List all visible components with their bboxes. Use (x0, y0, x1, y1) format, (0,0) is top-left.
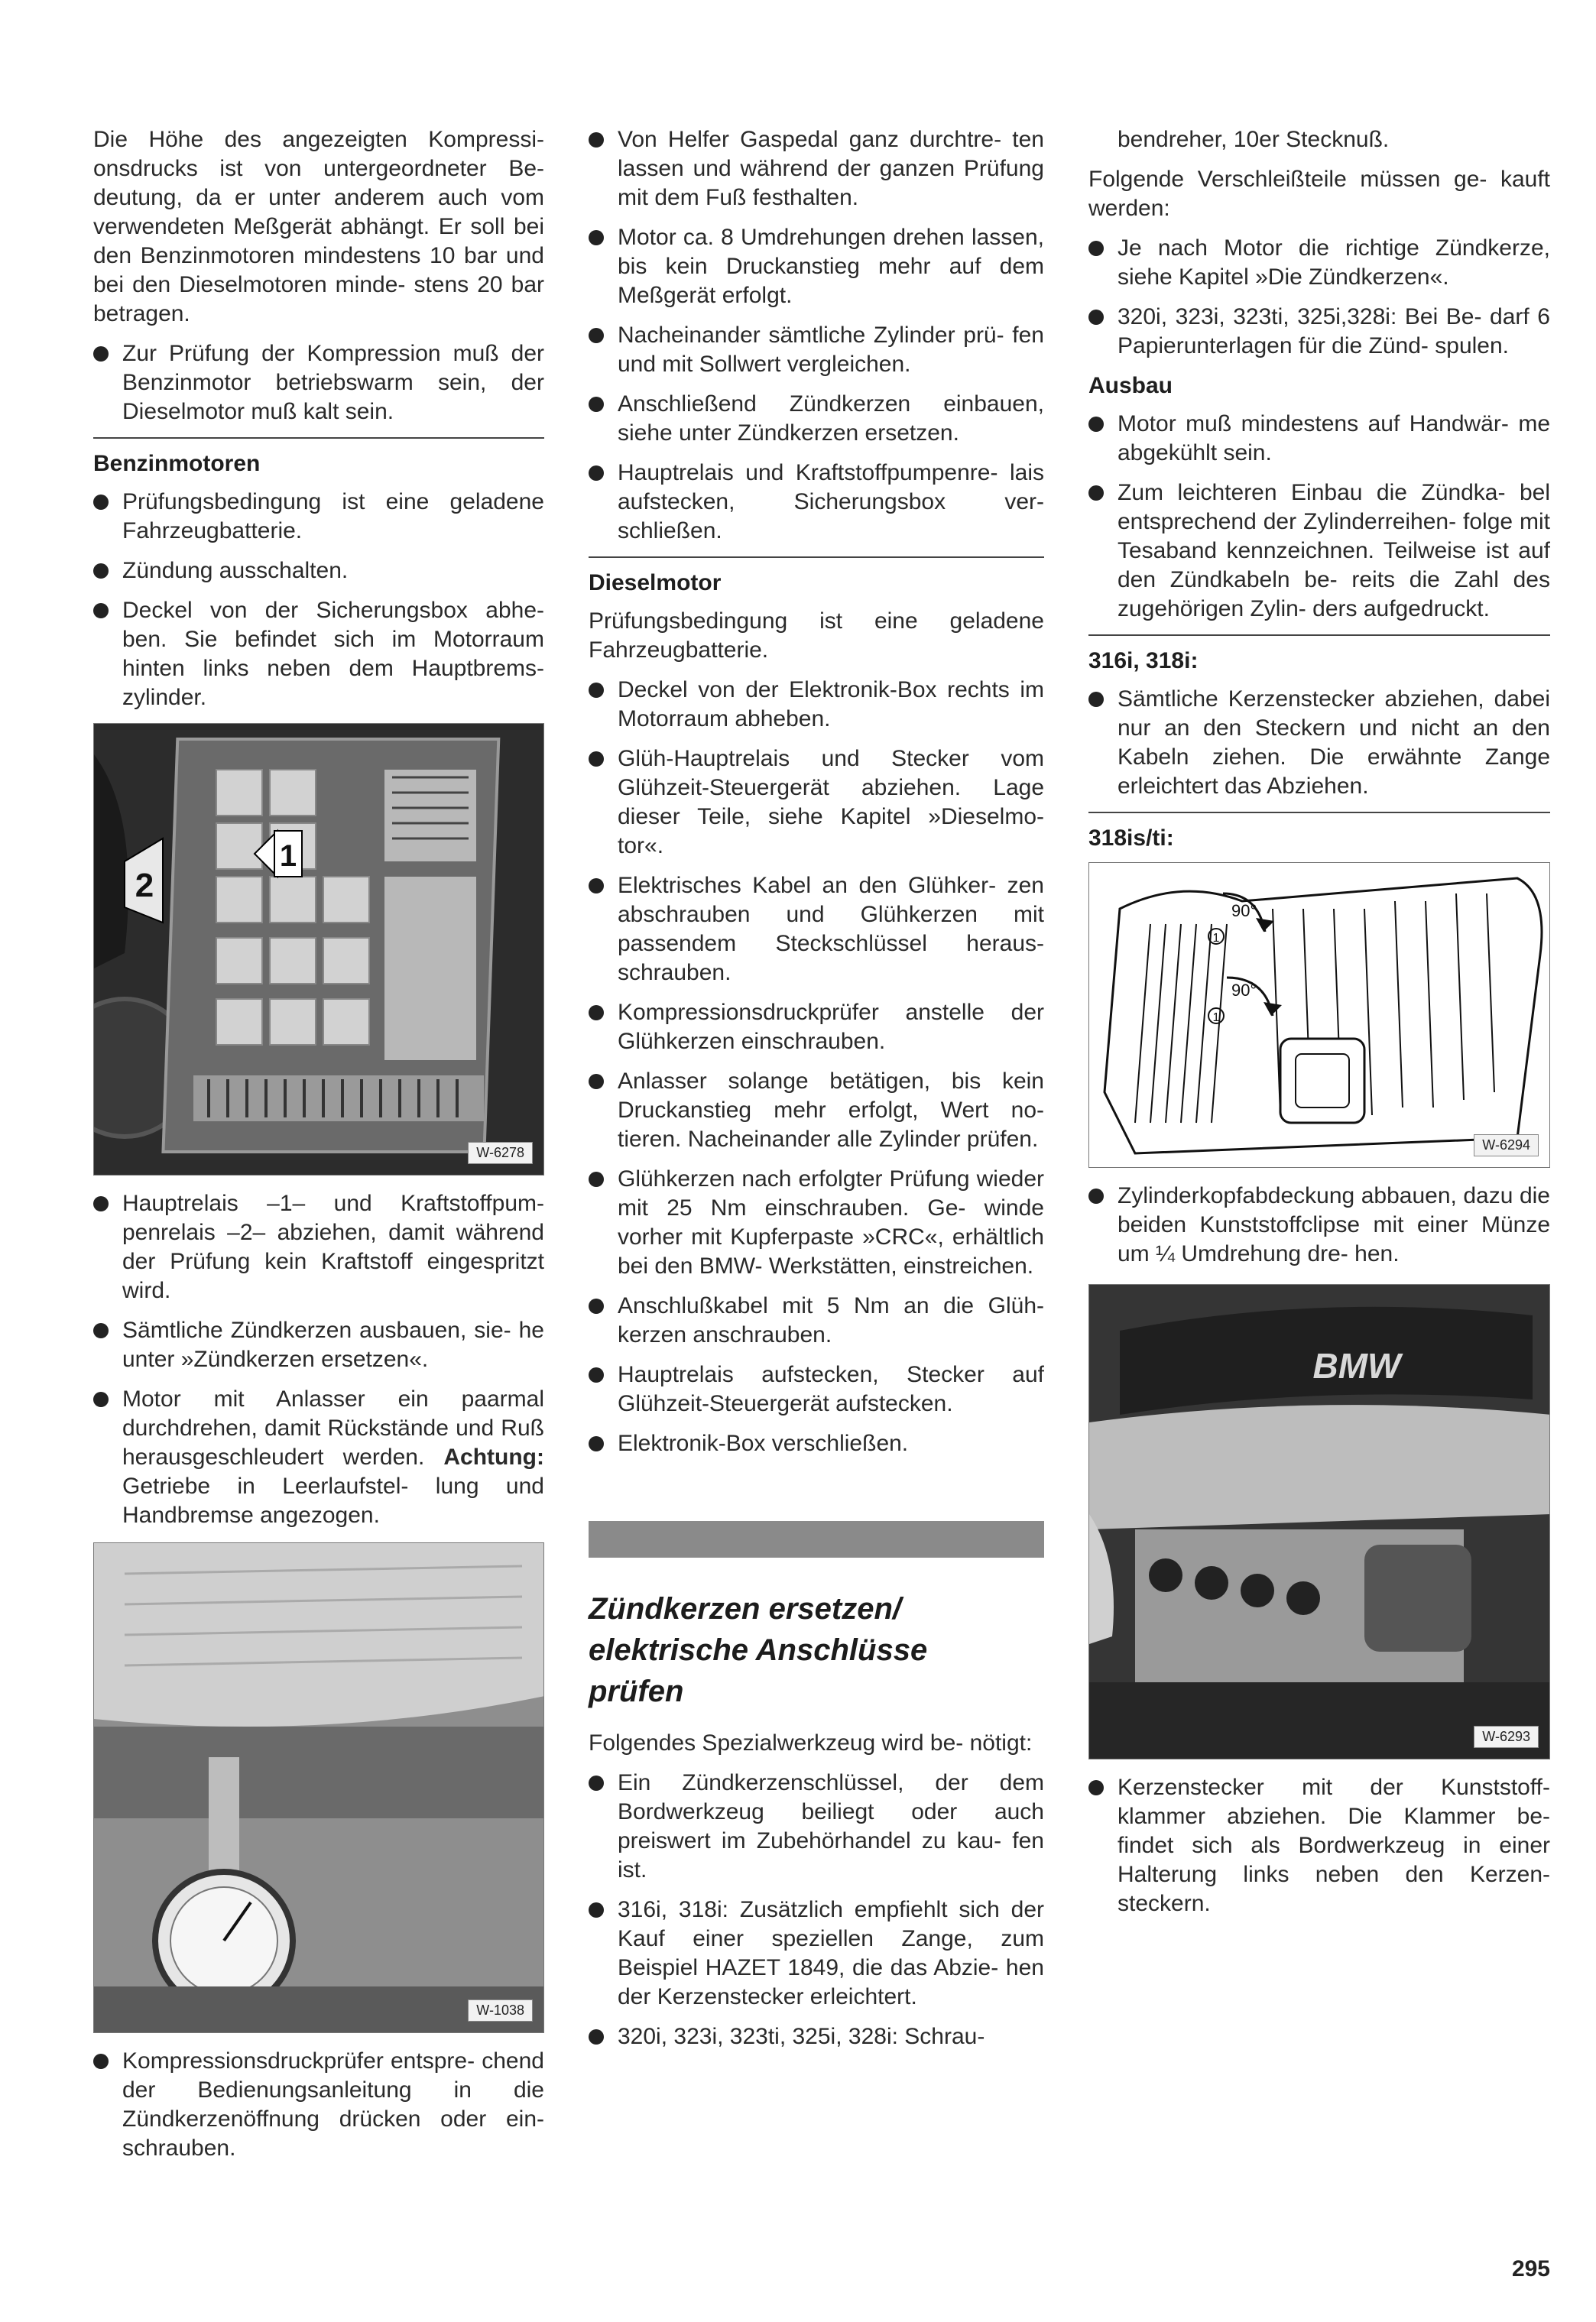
figure-label: W-6293 (1474, 1726, 1539, 1748)
section-bar (589, 1521, 1044, 1558)
bullet-close-box: Elektronik-Box verschließen. (589, 1429, 1044, 1458)
bullet-check-cylinders: Nacheinander sämtliche Zylinder prü- fen und mit Sollwert vergleichen. (589, 321, 1044, 379)
bullet-reinstall-plugs: Anschließend Zündkerzen einbauen, siehe unter Zündkerzen ersetzen. (589, 390, 1044, 448)
section-title (589, 1588, 1044, 1712)
bullet-electronic-box: Deckel von der Elektronik-Box rechts im Motorraum abheben. (589, 676, 1044, 734)
rotation-angle-top: 90° (1231, 901, 1257, 920)
crank-text: Motor mit Anlasser ein paarmal durchdrehen, damit Rückstände und Ruß herausgeschleudert werden. (122, 1386, 544, 1470)
bullet-accelerator: Von Helfer Gaspedal ganz durchtre- ten lassen und während der ganzen Prüfung mit dem Fuß festhalten. (589, 125, 1044, 212)
figure-label: W-6294 (1474, 1134, 1539, 1156)
bullet-remove-relays: Hauptrelais –1– und Kraftstoffpum- penrelais –2– abziehen, damit während der Prüfung kein Kraftstoff eingespritzt wird. (93, 1189, 544, 1305)
bullet-insert-gauge: Kompressionsdruckprüfer entspre- chend der Bedienungsanleitung in die Zündkerzenöffnung drücken oder ein- schrauben. (93, 2047, 544, 2163)
heading-dieselmotor: Dieselmotor (589, 570, 722, 595)
divider (589, 556, 1044, 558)
rotation-angle-bottom: 90° (1231, 981, 1257, 1000)
figure-label: W-6278 (468, 1142, 533, 1164)
page-number: 295 (1511, 2256, 1550, 2281)
continued-text: bendreher, 10er Stecknuß. (1118, 127, 1390, 152)
cylinder-head-illustration (1089, 863, 1550, 1168)
bullet-paper-pads: 320i, 323i, 323ti, 325i,328i: Bei Be- darf 6 Papierunterlagen für die Zünd- spulen. (1088, 303, 1550, 361)
column-right (1088, 125, 1550, 1929)
bullet-correct-plug: Je nach Motor die richtige Zündkerze, siehe Kapitel »Die Zündkerzen«. (1088, 234, 1550, 292)
bullet-hazet-pliers: 316i, 318i: Zusätzlich empfiehlt sich der Kauf einer speziellen Zange, zum Beispiel HAZET 1849, die das Abzie- hen der Kerzenstecker erleichtert. (589, 1896, 1044, 2012)
tool-intro: Folgendes Spezialwerkzeug wird be- nötigt: (589, 1730, 1033, 1756)
bullet-glow-plugs-in: Glühkerzen nach erfolgter Prüfung wieder mit 25 Nm einschrauben. Ge- winde vorher mit Kupferpaste »CRC«, erhältlich bei den BMW- Werkstätten, einstreichen. (589, 1165, 1044, 1281)
section-title-line-1: Zündkerzen ersetzen/ (589, 1592, 902, 1626)
heading-318is-ti: 318is/ti: (1088, 825, 1174, 851)
clip-number-bottom: 1 (1212, 1011, 1220, 1024)
bullet-remove-cover: Zylinderkopfabdeckung abbauen, dazu die beiden Kunststoffclipse mit einer Münze um ¼ Umdrehung dre- hen. (1088, 1182, 1550, 1269)
bullet-gauge-diesel: Kompressionsdruckprüfer anstelle der Glühkerzen einschrauben. (589, 998, 1044, 1056)
bullet-ignition-off: Zündung ausschalten. (93, 556, 544, 585)
engine-illustration (1089, 1285, 1550, 1759)
section-title-line-2: elektrische Anschlüsse (589, 1633, 928, 1667)
bullet-spark-plug-wrench: Ein Zündkerzenschlüssel, der dem Bordwerkzeug beiliegt oder auch preiswert im Zubehörhandel zu kau- fen ist. (589, 1769, 1044, 1885)
fusebox-marker-2: 2 (135, 867, 154, 904)
warning-text: Getriebe in Leerlaufstel- lung und Handbremse angezogen. (122, 1474, 544, 1528)
bullet-revolutions: Motor ca. 8 Umdrehungen drehen lassen, bis kein Druckanstieg mehr auf dem Meßgerät erfolgt. (589, 223, 1044, 310)
cylinder-head-drawing (1088, 862, 1550, 1168)
diesel-intro: Prüfungsbedingung ist eine geladene Fahrzeugbatterie. (589, 608, 1044, 663)
intro-paragraph: Die Höhe des angezeigten Kompressi- onsdrucks ist von untergeordneter Be- deutung, da er unter anderem auch vom verwendeten Meßgerät abhängt. Er soll bei den Benzinmotoren mindestens 10 bar und bei den Dieselmotoren minde- stens 20 bar betragen. (93, 127, 544, 326)
engine-brand: BMW (1312, 1346, 1401, 1386)
divider (1088, 634, 1550, 636)
clip-number-top: 1 (1212, 932, 1220, 945)
fusebox-illustration (94, 724, 544, 1176)
bullet-pull-plug-clip: Kerzenstecker mit der Kunststoff- klammer abziehen. Die Klammer be- findet sich als Bordwerkzeug in einer Halterung links neben den Kerzen- steckern. (1088, 1773, 1550, 1918)
bullet-cool-engine: Motor muß mindestens auf Handwär- me abgekühlt sein. (1088, 410, 1550, 468)
figure-label: W-1038 (468, 1999, 533, 2022)
fusebox-marker-1: 1 (279, 839, 297, 873)
bullet-starter: Anlasser solange betätigen, bis kein Druckanstieg mehr erfolgt, Wert no- tieren. Nacheinander alle Zylinder prüfen. (589, 1067, 1044, 1154)
heading-316i-318i: 316i, 318i: (1088, 648, 1199, 673)
bullet-crank-engine (93, 1385, 544, 1530)
divider (93, 437, 544, 439)
bullet-connect-cables: Anschlußkabel mit 5 Nm an die Glüh- kerzen anschrauben. (589, 1292, 1044, 1350)
bullet-refit-glow-relay: Hauptrelais aufstecken, Stecker auf Glühzeit-Steuergerät aufstecken. (589, 1360, 1044, 1419)
bullet-warm-cold: Zur Prüfung der Kompression muß der Benzinmotor betriebswarm sein, der Dieselmotor muß kalt sein. (93, 339, 544, 426)
bullet-remove-plugs: Sämtliche Zündkerzen ausbauen, sie- he unter »Zündkerzen ersetzen«. (93, 1316, 544, 1374)
heading-benzinmotoren: Benzinmotoren (93, 451, 261, 476)
column-left (93, 125, 544, 2174)
bullet-screwdriver: 320i, 323i, 323ti, 325i, 328i: Schrau- (589, 2022, 1044, 2051)
fusebox-photo (93, 723, 544, 1176)
bullet-refit-relays: Hauptrelais und Kraftstoffpumpenre- lais aufstecken, Sicherungsbox ver- schließen. (589, 459, 1044, 546)
divider (1088, 812, 1550, 813)
gauge-illustration (94, 1543, 544, 2033)
warning-label: Achtung: (443, 1445, 544, 1470)
compression-gauge-photo (93, 1542, 544, 2033)
bullet-mark-cables: Zum leichteren Einbau die Zündka- bel entsprechend der Zylinderreihen- folge mit Tesaband kennzeichnen. Teilweise ist auf den Zündkabeln be- reits die Zahl des zugehörigen Zylin- ders aufgedruckt. (1088, 478, 1550, 624)
engine-photo (1088, 1284, 1550, 1759)
column-middle (589, 125, 1044, 2062)
section-title-line-3: prüfen (589, 1675, 684, 1708)
bullet-battery: Prüfungsbedingung ist eine geladene Fahrzeugbatterie. (93, 488, 544, 546)
wear-parts-intro: Folgende Verschleißteile müssen ge- kauft werden: (1088, 167, 1550, 221)
bullet-fusebox-lid: Deckel von der Sicherungsbox abhe- ben. Sie befindet sich im Motorraum hinten links neben dem Hauptbrems- zylinder. (93, 596, 544, 712)
heading-ausbau: Ausbau (1088, 373, 1173, 398)
bullet-pull-plug-caps: Sämtliche Kerzenstecker abziehen, dabei nur an den Steckern und nicht an den Kabeln ziehen. Die erwähnte Zange erleichtert das Abziehen. (1088, 685, 1550, 801)
bullet-glow-plugs-out: Elektrisches Kabel an den Glühker- zen abschrauben und Glühkerzen mit passendem Steckschlüssel heraus- schrauben. (589, 871, 1044, 987)
bullet-glow-relay: Glüh-Hauptrelais und Stecker vom Glühzeit-Steuergerät abziehen. Lage dieser Teile, siehe Kapitel »Dieselmo- tor«. (589, 744, 1044, 861)
